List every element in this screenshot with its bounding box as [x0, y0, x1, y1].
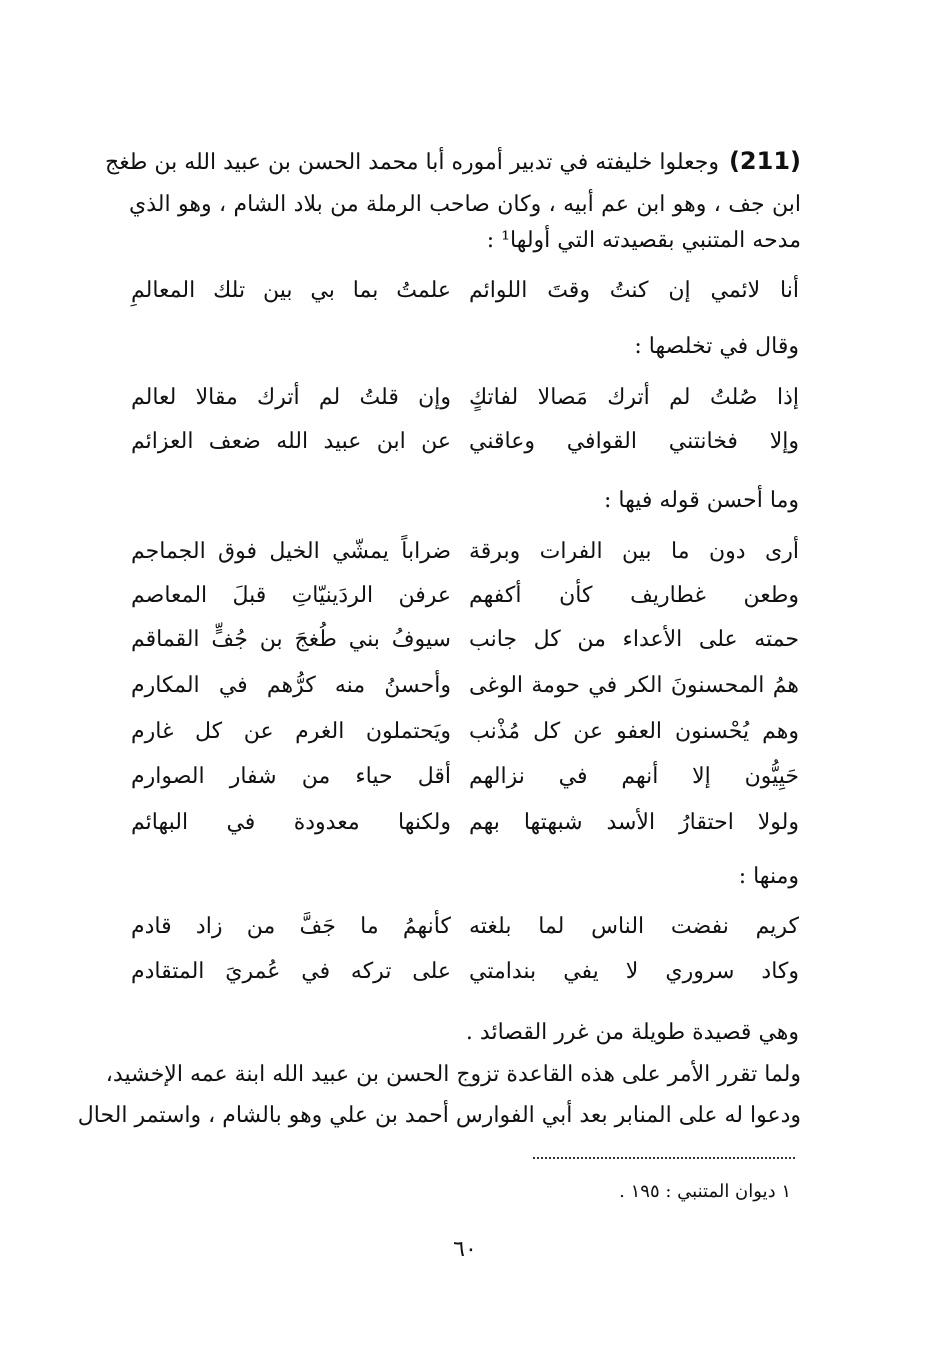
- verse-first-hemistich: وطعن غطاريف كأن أكفهم: [469, 583, 799, 608]
- verse-first-hemistich: وإلا فخانتني القوافي وعاقني: [469, 429, 799, 454]
- verse-3-4: [131, 669, 799, 703]
- verse-second-hemistich: عرفن الردَينيّاتِ قبلَ المعاصم: [131, 583, 451, 608]
- verse-3-2: [131, 579, 799, 613]
- verse-second-hemistich: ولكنها معدودة في البهائم: [131, 810, 451, 835]
- page-number: ٦٠: [453, 1237, 477, 1262]
- verse-second-hemistich: ويَحتملون الغرم عن كل غارم: [131, 719, 451, 744]
- closing-line-1: وهي قصيدة طويلة من غرر القصائد .: [465, 1020, 799, 1045]
- verse-second-hemistich: أقل حياء من شفار الصوارم: [131, 764, 451, 789]
- verse-3-1: [131, 535, 799, 569]
- footnote-separator: [533, 1157, 795, 1159]
- verse-first-hemistich: كريم نفضت الناس لما بلغته: [469, 914, 799, 939]
- verse-2-1: [131, 381, 799, 415]
- verse-3-7: [131, 806, 799, 840]
- verse-first-hemistich: حمته على الأعداء من كل جانب: [469, 627, 799, 652]
- verse-first-hemistich: أرى دون ما بين الفرات وبرقة: [469, 539, 799, 564]
- verse-3-5: [131, 715, 799, 749]
- verse-first-hemistich: ولولا احتقارُ الأسد شبهتها بهم: [469, 810, 799, 835]
- verse-3-3: [131, 623, 799, 657]
- verse-1-first-hemistich: أنا لائمي إن كنتُ وقتَ اللوائم: [469, 278, 799, 303]
- verse-second-hemistich: وإن قلتُ لم أترك مقالا لعالم: [131, 385, 451, 410]
- closing-line-3: ودعوا له على المنابر بعد أبي الفوارس أحمد بن علي وهو بالشام ، واستمر الحال: [77, 1103, 801, 1128]
- verse-second-hemistich: كأنهمُ ما جَفَّ من زاد قادم: [131, 914, 451, 939]
- footnote: ١ ديوان المتنبي : ١٩٥ .: [619, 1181, 791, 1202]
- section-2-label: وقال في تخلصها :: [634, 334, 799, 359]
- verse-1-second-hemistich: علمتُ بما بي بين تلك المعالمِ: [131, 278, 451, 303]
- verse-4-1: [131, 910, 799, 944]
- verse-second-hemistich: ضراباً يمشّي الخيل فوق الجماجم: [131, 539, 451, 564]
- verse-second-hemistich: على تركه في عُمريَ المتقادم: [131, 959, 451, 984]
- section-3-label: وما أحسن قوله فيها :: [604, 488, 799, 513]
- section-4-label: ومنها :: [738, 864, 799, 889]
- verse-first-hemistich: وهم يُحْسنون العفو عن كل مُذْنب: [469, 719, 799, 744]
- verse-second-hemistich: وأحسنُ منه كرُّهم في المكارم: [131, 673, 451, 698]
- intro-line-2: ابن جف ، وهو ابن عم أبيه ، وكان صاحب الرملة من بلاد الشام ، وهو الذي: [129, 192, 801, 217]
- verse-first-hemistich: وكاد سروري لا يفي بندامتي: [469, 959, 799, 984]
- verse-second-hemistich: سيوفُ بني طُغجَ بن جُفٍّ القماقم: [131, 627, 451, 652]
- verse-3-6: [131, 760, 799, 794]
- verse-second-hemistich: عن ابن عبيد الله ضعف العزائم: [131, 429, 451, 454]
- intro-line-1-text: وجعلوا خليفته في تدبير أموره أبا محمد الحسن بن عبيد الله بن طغج: [105, 150, 719, 175]
- intro-line-1: [105, 146, 801, 178]
- verse-first-hemistich: حَيِيُّون إلا أنهم في نزالهم: [469, 764, 799, 789]
- verse-4-2: [131, 955, 799, 989]
- verse-2-2: [131, 425, 799, 459]
- verse-first-hemistich: إذا صُلتُ لم أترك مَصالا لفاتكٍ: [469, 385, 799, 410]
- closing-line-2: ولما تقرر الأمر على هذه القاعدة تزوج الحسن بن عبيد الله ابنة عمه الإخشيد،: [105, 1062, 801, 1087]
- paragraph-marker: (211): [728, 147, 801, 175]
- intro-line-3: مدحه المتنبي بقصيدته التي أولها¹ :: [486, 228, 801, 253]
- verse-1: [131, 274, 799, 308]
- verse-first-hemistich: همُ المحسنونَ الكر في حومة الوغى: [469, 673, 799, 698]
